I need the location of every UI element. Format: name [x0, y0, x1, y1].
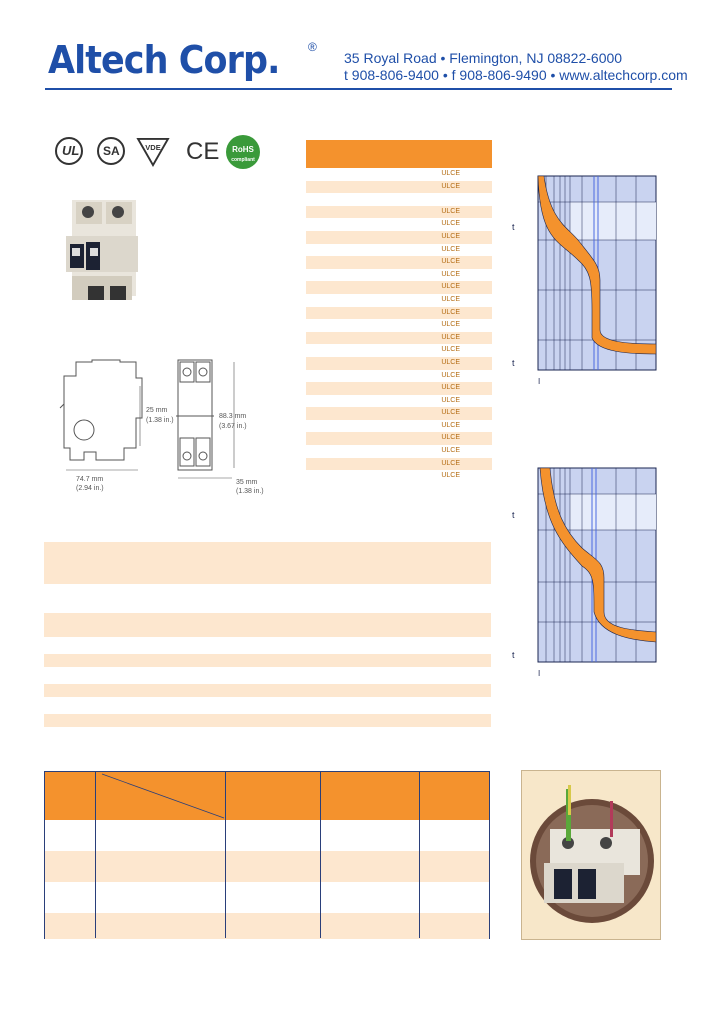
approval-marks: ULCE	[441, 232, 460, 240]
table-row	[306, 193, 492, 206]
approval-marks: ULCE	[441, 472, 460, 480]
accessory-photo	[521, 770, 661, 940]
dim-module-in: (1.38 in.)	[236, 488, 264, 495]
table-row	[306, 420, 492, 433]
approval-marks: ULCE	[441, 346, 460, 354]
table-row	[306, 357, 492, 370]
chart2-y-top-label: t	[512, 510, 515, 520]
dim-depth-in: (3.67 in.)	[219, 423, 247, 430]
approval-marks: ULCE	[441, 258, 460, 266]
approval-marks: ULCE	[441, 270, 460, 278]
dim-depth: 88.3 mm	[219, 413, 247, 420]
table-row	[306, 382, 492, 395]
table-row	[306, 218, 492, 231]
table-row	[306, 168, 492, 181]
breaker-photo	[66, 196, 146, 304]
approval-marks: ULCE	[441, 207, 460, 215]
accessory-table	[44, 771, 490, 939]
table-row	[306, 181, 492, 194]
company-contact	[344, 50, 688, 84]
approval-marks: ULCE	[441, 358, 460, 366]
spec-row	[44, 684, 491, 697]
table-row	[306, 294, 492, 307]
approval-marks: ULCE	[441, 220, 460, 228]
approval-marks: ULCE	[441, 371, 460, 379]
approval-marks: ULCE	[441, 182, 460, 190]
approval-marks: ULCE	[441, 384, 460, 392]
spec-row	[44, 714, 491, 727]
trip-curve-chart-1	[508, 170, 660, 392]
vde-icon	[135, 137, 171, 167]
table-row	[306, 470, 492, 483]
table-row	[306, 370, 492, 383]
table-row	[306, 281, 492, 294]
approval-marks: ULCE	[441, 434, 460, 442]
approval-marks: ULCE	[441, 396, 460, 404]
product-table	[306, 168, 492, 483]
chart1-y-top-label: t	[512, 222, 515, 232]
table-row	[306, 307, 492, 320]
header-divider	[45, 88, 672, 90]
spec-row	[44, 654, 491, 667]
approval-marks: ULCE	[441, 308, 460, 316]
table-row	[306, 231, 492, 244]
address-line: 35 Royal Road • Flemington, NJ 08822-6000	[344, 50, 623, 66]
registered-mark: ®	[308, 40, 317, 54]
table-row	[45, 851, 489, 882]
approval-marks: ULCE	[441, 409, 460, 417]
company-logo: Altech Corp.	[48, 38, 280, 82]
approval-marks: ULCE	[441, 170, 460, 177]
approval-marks: ULCE	[441, 321, 460, 329]
chart1-y-bottom-label: t	[512, 358, 515, 368]
dim-width-in: (2.94 in.)	[76, 485, 104, 492]
dim-height: 25 mm	[146, 407, 168, 414]
product-table-header	[306, 140, 492, 168]
dim-width: 74.7 mm	[76, 476, 104, 483]
table-row	[306, 269, 492, 282]
csa-icon: SA	[97, 137, 125, 165]
svg-text:VDE: VDE	[145, 143, 161, 153]
table-row	[45, 913, 489, 939]
table-row	[306, 432, 492, 445]
approval-marks: ULCE	[441, 421, 460, 429]
approval-marks: ULCE	[441, 333, 460, 341]
approval-marks: ULCE	[441, 447, 460, 455]
dim-height-in: (1.38 in.)	[146, 417, 174, 424]
spec-row	[44, 613, 491, 637]
table-row	[306, 445, 492, 458]
table-row	[306, 244, 492, 257]
table-row	[306, 319, 492, 332]
dimension-drawing	[56, 356, 296, 496]
chart1-x-label: I	[538, 377, 541, 386]
header-diagonal	[96, 772, 225, 820]
spec-row	[44, 542, 491, 584]
rohs-icon: RoHS compliant	[226, 135, 260, 169]
chart2-x-label: I	[538, 669, 541, 678]
chart2-y-bottom-label: t	[512, 650, 515, 660]
trip-curve-chart-2	[508, 462, 660, 684]
table-row	[306, 332, 492, 345]
contact-line: t 908-806-9400 • f 908-806-9490 • www.altechcorp.com	[344, 67, 688, 83]
approval-marks: ULCE	[441, 459, 460, 467]
table-row	[306, 344, 492, 357]
approval-marks: ULCE	[441, 245, 460, 253]
table-row	[306, 395, 492, 408]
table-row	[306, 407, 492, 420]
dim-module: 35 mm	[236, 479, 258, 486]
ce-icon: CE	[186, 138, 220, 165]
approval-marks: ULCE	[441, 283, 460, 291]
ul-icon: UL	[55, 137, 83, 165]
approval-marks: ULCE	[441, 295, 460, 303]
table-row	[306, 458, 492, 471]
table-row	[306, 206, 492, 219]
table-row	[306, 256, 492, 269]
